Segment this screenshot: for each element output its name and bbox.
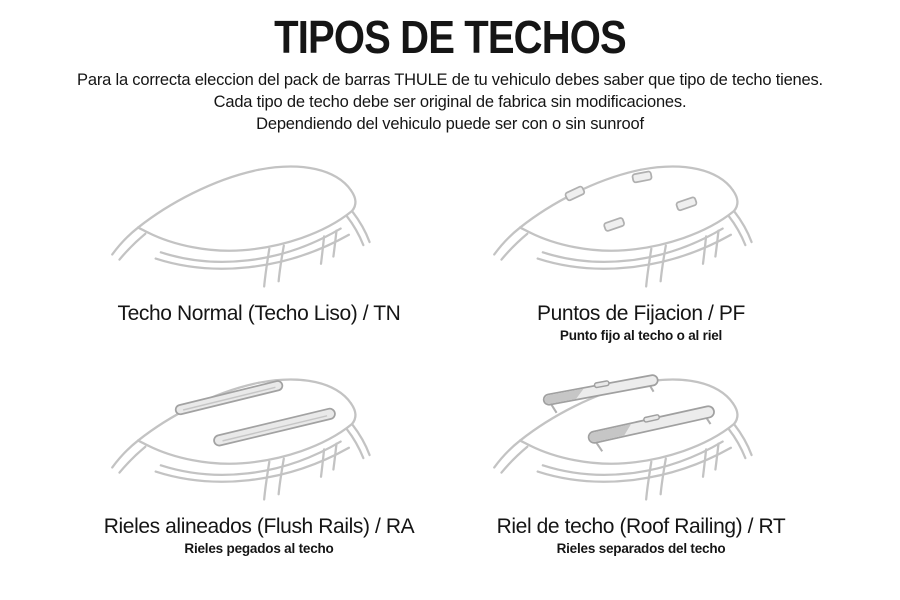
flush-rails-roof-illustration bbox=[104, 364, 414, 514]
roof-type-card-tn bbox=[68, 151, 450, 344]
roof-type-card-rt bbox=[450, 364, 832, 557]
page-title: TIPOS DE TECHOS bbox=[274, 11, 626, 63]
fixed-points-roof-illustration bbox=[486, 151, 796, 301]
intro-line-1: Para la correcta eleccion del pack de barras THULE de tu vehiculo debes saber que tipo de techo tienes. bbox=[77, 71, 823, 89]
roof-type-sublabel-ra: Rieles pegados al techo bbox=[184, 541, 334, 556]
intro-text bbox=[0, 69, 900, 135]
roof-type-sublabel-rt: Rieles separados del techo bbox=[556, 541, 726, 556]
roof-type-label-ra: Rieles alineados (Flush Rails) / RA bbox=[103, 515, 415, 538]
raised-roof-railing-illustration bbox=[486, 364, 796, 514]
roof-type-card-ra bbox=[68, 364, 450, 557]
roof-type-label-pf: Puntos de Fijacion / PF bbox=[537, 302, 745, 325]
roof-type-label-tn: Techo Normal (Techo Liso) / TN bbox=[117, 302, 401, 325]
intro-line-2: Cada tipo de techo debe ser original de fabrica sin modificaciones. bbox=[213, 93, 687, 111]
roof-types-grid bbox=[68, 151, 832, 557]
roof-type-card-pf bbox=[450, 151, 832, 344]
roof-type-sublabel-pf: Punto fijo al techo o al riel bbox=[559, 328, 723, 343]
roof-type-label-rt: Riel de techo (Roof Railing) / RT bbox=[496, 515, 786, 538]
normal-smooth-roof-illustration bbox=[104, 151, 414, 301]
intro-line-3: Dependiendo del vehiculo puede ser con o sin sunroof bbox=[256, 115, 644, 133]
